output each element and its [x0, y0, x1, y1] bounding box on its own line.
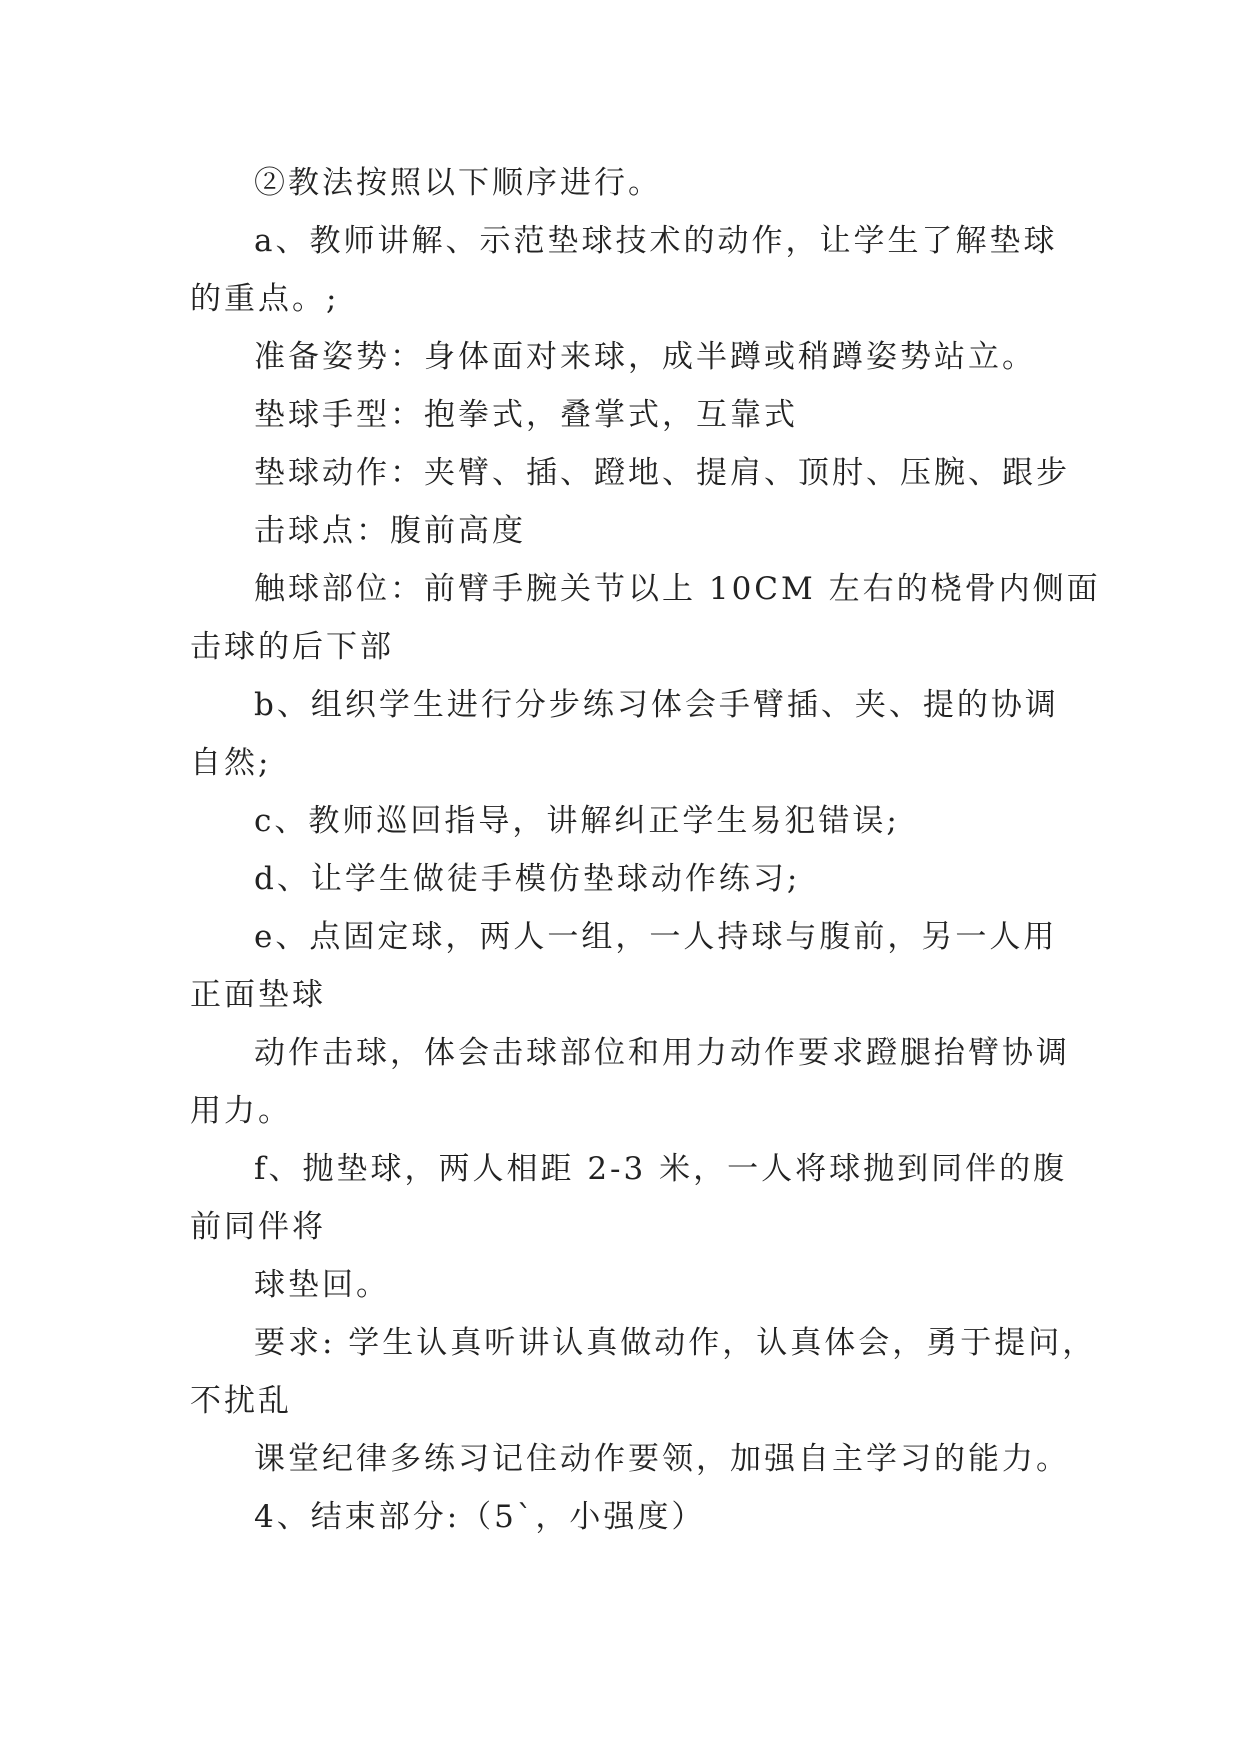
paragraph-line: 用力。: [190, 1093, 292, 1129]
paragraph-line: e、点固定球，两人一组，一人持球与腹前，另一人用: [254, 919, 1058, 955]
paragraph-line: 球垫回。: [254, 1267, 390, 1303]
paragraph-line: 的重点。;: [190, 281, 340, 317]
paragraph-line: 前同伴将: [190, 1209, 326, 1245]
paragraph-line: 自然;: [190, 745, 272, 781]
paragraph-line: c、教师巡回指导，讲解纠正学生易犯错误;: [254, 803, 900, 839]
paragraph-line: 正面垫球: [190, 977, 326, 1013]
paragraph-line: 垫球手型：抱拳式，叠掌式，互靠式: [254, 397, 798, 433]
paragraph-line: 垫球动作：夹臂、插、蹬地、提肩、顶肘、压腕、跟步: [254, 455, 1070, 491]
paragraph-line: 动作击球，体会击球部位和用力动作要求蹬腿抬臂协调: [254, 1035, 1070, 1071]
paragraph-line: 要求: 学生认真听讲认真做动作，认真体会，勇于提问，: [254, 1325, 1097, 1361]
document-body: [190, 163, 1101, 1555]
paragraph-line: d、让学生做徒手模仿垫球动作练习;: [254, 861, 801, 897]
paragraph-line: 击球点：腹前高度: [254, 513, 526, 549]
paragraph-line: b、组织学生进行分步练习体会手臂插、夹、提的协调: [254, 687, 1059, 723]
paragraph-line: 课堂纪律多练习记住动作要领，加强自主学习的能力。: [254, 1441, 1070, 1477]
paragraph-line: 击球的后下部: [190, 629, 394, 665]
paragraph-line: a、教师讲解、示范垫球技术的动作，让学生了解垫球: [254, 223, 1058, 259]
paragraph-line: 准备姿势：身体面对来球，成半蹲或稍蹲姿势站立。: [254, 339, 1036, 375]
paragraph-line: f、抛垫球，两人相距 2-3 米，一人将球抛到同伴的腹: [254, 1151, 1068, 1187]
paragraph-line: 4、结束部分:（5`，小强度）: [254, 1499, 706, 1535]
paragraph-line: ②教法按照以下顺序进行。: [254, 165, 662, 201]
paragraph-line: 不扰乱: [190, 1383, 292, 1419]
paragraph-line: 触球部位：前臂手腕关节以上 10CM 左右的桡骨内侧面: [254, 571, 1101, 607]
